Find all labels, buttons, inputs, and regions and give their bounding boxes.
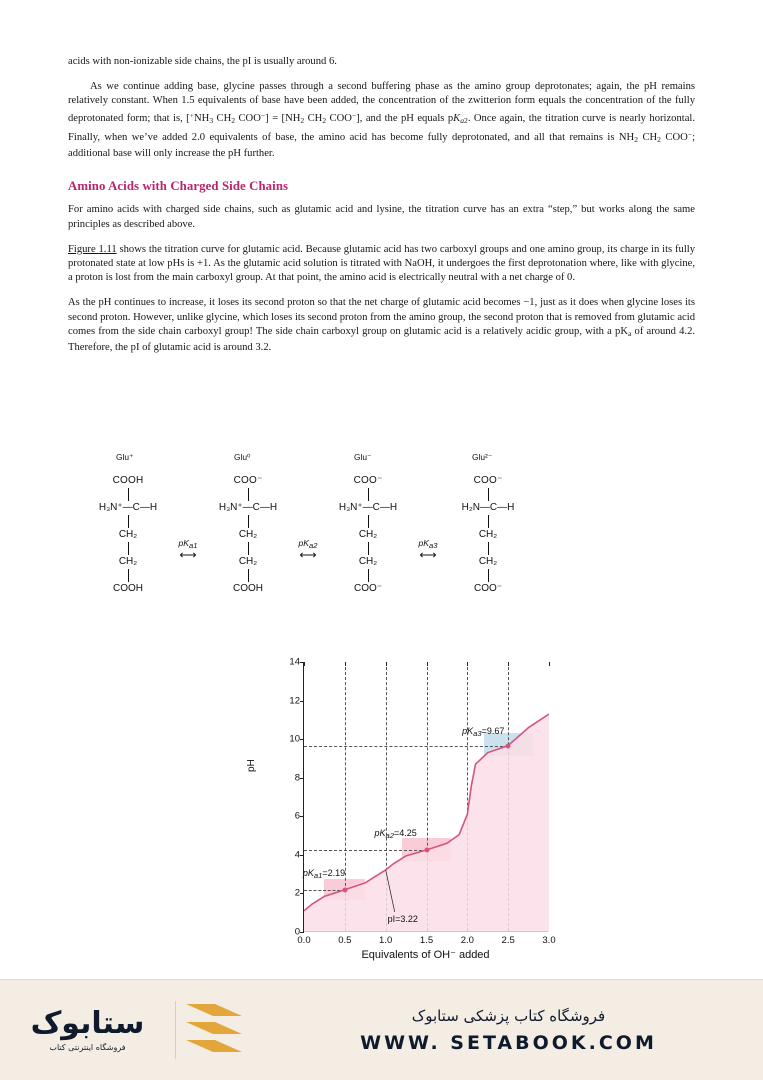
x-tick-label: 0.5 (338, 935, 352, 946)
structure-row (68, 452, 696, 642)
y-tick-label: 6 (294, 810, 300, 822)
y-tick-mark (300, 739, 304, 740)
molecule-glu-2minus (428, 476, 548, 594)
brand-sublabel: فروشگاه اینترنتی کتاب (49, 1042, 126, 1052)
bond (488, 515, 489, 528)
text-column (68, 55, 695, 366)
pka-sub: a2 (309, 540, 318, 550)
pka-sub: a3 (429, 540, 438, 550)
x-tick-label: 1.0 (379, 935, 393, 946)
y-tick-mark (300, 932, 304, 933)
ch2-1: CH₂ (358, 529, 378, 540)
footer-text (254, 1007, 763, 1054)
equilibrium-arrow-pka3 (399, 538, 457, 560)
pi-annotation: pI=3.22 (387, 913, 418, 924)
ch2-1: CH₂ (118, 529, 138, 540)
alpha-carbon: H₃N⁺—C—H (98, 502, 158, 513)
x-tick-mark (467, 662, 468, 666)
ch2-2: CH₂ (358, 556, 378, 567)
bond (488, 569, 489, 582)
pka-label: pK (178, 538, 190, 548)
pka-sub: a1 (189, 540, 198, 550)
bond (368, 488, 369, 501)
carboxyl-bottom: COO⁻ (473, 583, 503, 594)
y-tick-mark (300, 893, 304, 894)
arrow-glyph: ⟷ (419, 547, 437, 562)
alpha-carbon: H₂N—C—H (461, 502, 515, 513)
plot-area (289, 656, 556, 946)
ch2-2: CH₂ (238, 556, 258, 567)
x-tick-mark (345, 662, 346, 666)
species-label: Glu⁻ (354, 452, 372, 462)
y-tick-mark (300, 855, 304, 856)
footer-banner (0, 979, 763, 1080)
y-tick-mark (300, 701, 304, 702)
bond (248, 569, 249, 582)
bond (248, 488, 249, 501)
pka-annotation: $pK_{a1}=2.19$ (302, 867, 346, 880)
arrow-glyph: ⟷ (299, 547, 317, 562)
species-label: Glu⁺ (116, 452, 134, 462)
carboxyl-top: COOH (112, 475, 144, 486)
section-heading: Amino Acids with Charged Side Chains (68, 179, 289, 194)
carboxyl-bottom: COOH (233, 583, 263, 594)
bond (248, 542, 249, 555)
species-label: Glu⁰ (234, 452, 251, 462)
species-label: Glu²⁻ (472, 452, 493, 462)
paragraph: As we continue adding base, glycine passes through a second buffering phase as the amino group deprotonates; again, the pH remains relatively constant. When 1.5 equivalents of base have been added, the concentration of the zwitterion form equals the concentration of the fully deprotonated form; that is, [$^+NH_3$ $CH_2$ $COO^-] = [NH_2$ $CH_2$ COO−], and the pH equals $pK_{a2}$. Once again, the titration curve is nearly horizontal. Finally, when we’ve added 2.0 equivalents of base, the amino acid has become fully deprotonated, and all that remains is $NH_2$ $CH_2$ COO−; additional base will only increase the pH further. (68, 81, 696, 160)
titration-chart (248, 652, 578, 972)
x-tick-label: 2.0 (460, 935, 474, 946)
bond (368, 515, 369, 528)
brand-wordmark: ستابوک (30, 1005, 145, 1041)
bond (368, 569, 369, 582)
molecule-glu-minus (308, 476, 428, 594)
bond (488, 542, 489, 555)
figure-1-11 (68, 452, 696, 1012)
bond (128, 569, 129, 582)
paragraph: acids with non-ionizable side chains, the pI is usually around 6. (68, 56, 337, 67)
y-tick-mark (300, 816, 304, 817)
leader-line (304, 662, 549, 932)
x-axis-label: Equivalents of OH⁻ added (361, 949, 490, 961)
chevron-icon (176, 1002, 254, 1058)
alpha-carbon: H₃N⁺—C—H (218, 502, 278, 513)
x-tick-mark (386, 662, 387, 666)
carboxyl-bottom: COO⁻ (353, 583, 383, 594)
bond (368, 542, 369, 555)
x-tick-mark (549, 662, 550, 666)
ch2-1: CH₂ (478, 529, 498, 540)
carboxyl-top: COO⁻ (233, 475, 263, 486)
pka-annotation: $pK_{a3}=9.67$ (462, 725, 505, 738)
ch2-2: CH₂ (478, 556, 498, 567)
x-tick-label: 1.5 (419, 935, 434, 946)
carboxyl-top: COO⁻ (473, 475, 503, 486)
molecule-glu-zero (188, 476, 308, 594)
brand-logo (0, 1005, 175, 1052)
y-tick-label: 4 (294, 849, 300, 861)
bond (128, 488, 129, 501)
carboxyl-top: COO⁻ (353, 475, 383, 486)
x-tick-label: 0.0 (297, 935, 311, 946)
pka-label: pK (298, 538, 310, 548)
y-tick-label: 0 (294, 926, 300, 938)
pka-annotation: $pK_{a2}=4.25$ (374, 828, 417, 840)
x-tick-mark (508, 662, 509, 666)
equilibrium-arrow-pka2 (279, 538, 337, 560)
pka-label: pK (418, 538, 430, 548)
bond (248, 515, 249, 528)
ch2-2: CH₂ (118, 556, 138, 567)
carboxyl-bottom: COOH (113, 583, 143, 594)
paragraph: For amino acids with charged side chains, such as glutamic acid and lysine, the titration curve has an extra “step,” but works along the same principles as described above. (68, 204, 695, 230)
footer-tagline: فروشگاه کتاب پزشکی ستابوک (411, 1006, 606, 1025)
paragraph: Figure 1.11 shows the titration curve for glutamic acid. Because glutamic acid has two carboxyl groups and one amino group, its charge in its fully protonated state at low pHs is +1. As the glutamic acid solution is titrated with NaOH, it undergoes the first deprotonation where, like with glycine, a proton is lost from the main carboxyl group. At that point, the amino acid is electrically neutral with a net charge of 0. (68, 243, 696, 284)
x-tick-label: 2.5 (501, 935, 515, 946)
equilibrium-arrow-pka1 (159, 538, 217, 560)
bond (128, 542, 129, 555)
molecule-glu-plus (68, 476, 188, 594)
paragraph: As the pH continues to increase, it loses its second proton so that the net charge of glutamic acid becomes −1, just as it does when glycine loses its second proton. However, unlike glycine, which loses its second proton from the amino group, the second proton that is removed from glutamic acid comes from the side chain carboxyl group! The side chain carboxyl group on glutamic acid is a relatively acidic group, with a $pK_a$ of around 4.2. Therefore, the pI of glutamic acid is around 3.2. (68, 297, 696, 353)
arrow-glyph: ⟷ (179, 547, 197, 562)
x-tick-mark (304, 662, 305, 666)
y-tick-label: 14 (289, 656, 300, 668)
y-tick-label: 2 (294, 887, 300, 899)
y-axis-label: pH (246, 759, 257, 772)
y-tick-label: 8 (294, 772, 300, 784)
bond (128, 515, 129, 528)
x-tick-mark (427, 662, 428, 666)
y-tick-label: 10 (289, 733, 300, 745)
alpha-carbon: H₃N⁺—C—H (338, 502, 398, 513)
x-tick-label: 3.0 (542, 935, 556, 946)
y-tick-label: 12 (289, 695, 300, 707)
bond (488, 488, 489, 501)
ch2-1: CH₂ (238, 529, 258, 540)
footer-url[interactable]: WWW. SETABOOK.COM (360, 1031, 657, 1054)
y-tick-mark (300, 778, 304, 779)
